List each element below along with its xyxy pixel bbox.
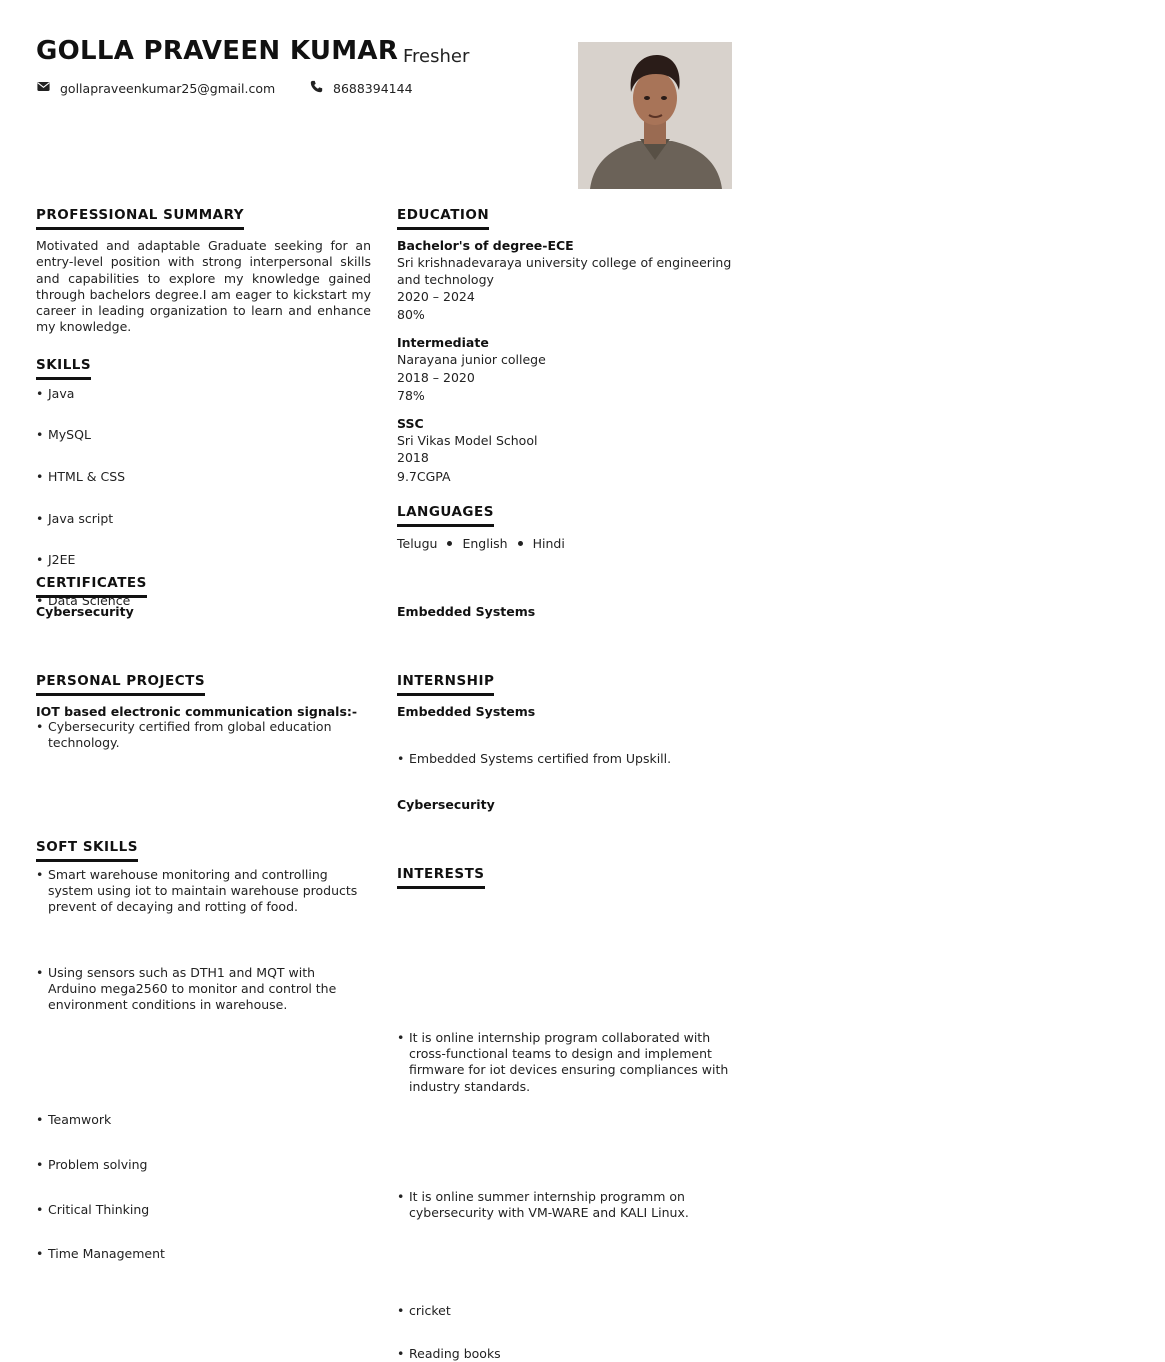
degree-title: Bachelor's of degree-ECE <box>397 238 574 253</box>
list-item: • Java <box>36 386 804 402</box>
email-text: gollapraveenkumar25@gmail.com <box>60 80 276 96</box>
list-item: • J2EE <box>36 552 804 568</box>
school-name: Narayana junior college <box>397 352 546 367</box>
school-name: Sri Vikas Model School <box>397 433 538 448</box>
language-item: Hindi <box>532 536 565 551</box>
list-item: • Critical Thinking <box>36 1202 804 1218</box>
degree-title: Intermediate <box>397 335 489 350</box>
project-title: IOT based electronic communication signals:- <box>36 704 358 719</box>
list-item: • Problem solving <box>36 1157 804 1173</box>
soft-skills-heading: SOFT SKILLS <box>36 839 138 862</box>
education-years: 2018 <box>397 450 429 465</box>
interests-heading: INTERESTS <box>397 866 485 889</box>
phone-icon <box>310 80 323 96</box>
education-score: 78% <box>397 388 425 403</box>
email-contact[interactable] <box>37 80 275 96</box>
phone-contact[interactable] <box>310 80 413 96</box>
languages-heading: LANGUAGES <box>397 504 494 527</box>
list-item: • Teamwork <box>36 1112 804 1128</box>
phone-text: 8688394144 <box>333 80 413 96</box>
summary-text: Motivated and adaptable Graduate seeking for an entry-level position with strong interpersonal skills and capabilities to explore my knowledge gained through bachelors degree.I am eager to kickstart my career in leading organization to learn and enhance my knowledge. <box>36 238 371 335</box>
language-item: English <box>462 536 508 551</box>
education-heading: EDUCATION <box>397 207 489 230</box>
list-item: • Reading books <box>397 1346 1165 1362</box>
school-name: Sri krishnadevaraya university college of engineering <box>397 255 732 270</box>
education-years: 2018 – 2020 <box>397 370 475 385</box>
list-item: • cricket <box>397 1303 1165 1319</box>
certificate-title: Cybersecurity <box>36 604 134 619</box>
project-bullet: • Smart warehouse monitoring and controlling system using iot to maintain warehouse products prevent of decaying and rotting of food. <box>36 867 366 916</box>
internship-desc: • It is online summer internship programm on cybersecurity with VM-WARE and KALI Linux. <box>397 1189 722 1222</box>
list-item: • Java script <box>36 511 804 527</box>
summary-heading: PROFESSIONAL SUMMARY <box>36 207 244 230</box>
project-bullet: • Using sensors such as DTH1 and MQT with Arduino mega2560 to monitor and control the environment conditions in warehouse. <box>36 965 366 1014</box>
certificate-title: Embedded Systems <box>397 604 536 619</box>
certificate-desc: • Cybersecurity certified from global education technology. <box>36 719 346 752</box>
list-item: • Data Science <box>36 593 804 609</box>
school-name-cont: and technology <box>397 272 494 287</box>
internship-heading: INTERNSHIP <box>397 673 494 696</box>
list-item: • Time Management <box>36 1246 804 1262</box>
internship-title: Cybersecurity <box>397 797 495 812</box>
list-item: • MySQL <box>36 427 804 443</box>
internship-desc: • It is online internship program collaborated with cross-functional teams to design and implement firmware for iot devices ensuring compliances with industry standards. <box>397 1030 732 1095</box>
separator-dot <box>447 541 452 546</box>
candidate-name: GOLLA PRAVEEN KUMAR <box>36 36 399 66</box>
degree-title: SSC <box>397 416 424 431</box>
certificates-heading: CERTIFICATES <box>36 575 147 598</box>
separator-dot <box>518 541 523 546</box>
internship-title: Embedded Systems <box>397 704 536 719</box>
language-item: Telugu <box>397 536 438 551</box>
candidate-title: Fresher <box>403 46 470 67</box>
certificate-desc: • Embedded Systems certified from Upskill. <box>397 751 732 767</box>
profile-photo <box>578 42 732 189</box>
skills-heading: SKILLS <box>36 357 91 380</box>
education-score: 80% <box>397 307 425 322</box>
education-years: 2020 – 2024 <box>397 289 475 304</box>
envelope-icon <box>37 80 50 96</box>
list-item: • HTML & CSS <box>36 469 804 485</box>
education-score: 9.7CGPA <box>397 469 451 484</box>
languages-list <box>397 536 565 551</box>
projects-heading: PERSONAL PROJECTS <box>36 673 205 696</box>
